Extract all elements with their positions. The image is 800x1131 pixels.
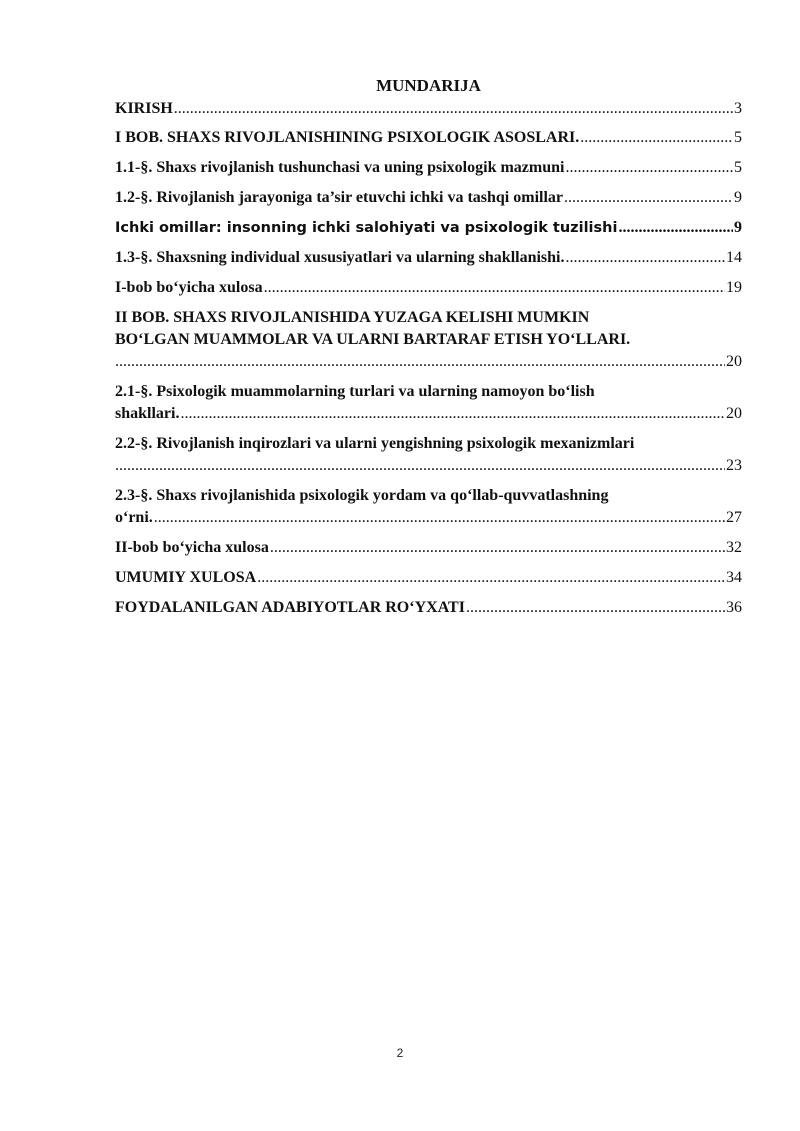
toc-entry-page: 9: [734, 219, 742, 236]
dot-leader: [580, 127, 733, 149]
toc-entry-title: KIRISH: [115, 100, 173, 117]
toc-entry-title: II-bob bo‘yicha xulosa: [115, 539, 269, 556]
toc-entry-title: 1.2-§. Rivojlanish jarayoniga ta’sir etuvchi ichki va tashqi omillar: [115, 189, 564, 206]
toc-entry-page: 14: [726, 249, 742, 266]
dot-leader: [270, 537, 725, 559]
toc-entry-section-1-1[interactable]: [115, 157, 742, 179]
toc-entry-chapter-2-conclusion[interactable]: [115, 537, 742, 559]
toc-entry-section-1-3[interactable]: [115, 247, 742, 269]
dot-leader: [566, 247, 726, 269]
toc-title: MUNDARIJA: [376, 76, 481, 95]
toc-entry-page: 34: [726, 569, 742, 586]
toc-entry-title: 1.3-§. Shaxsning individual xususiyatlari va ularning shakllanishi.: [115, 249, 565, 266]
toc-entry-title-line2: BO‘LGAN MUAMMOLAR VA ULARNI BARTARAF ETISH YO‘LLARI.: [115, 331, 631, 348]
toc-entry-page: 20: [726, 405, 742, 422]
toc-entry-page: 27: [726, 509, 742, 526]
toc-entry-chapter-1-conclusion[interactable]: [115, 277, 742, 299]
toc-entry-title-line1: 2.2-§. Rivojlanish inqirozlari va ularni yengishning psixologik mexanizmlari: [115, 435, 635, 452]
toc-entry-title: FOYDALANILGAN ADABIYOTLAR RO‘YXATI: [115, 599, 465, 616]
toc-entry-page: 32: [726, 539, 742, 556]
dot-leader: [257, 567, 725, 589]
toc-entry-title: Ichki omillar: insonning ichki salohiyati va psixologik tuzilishi: [115, 220, 618, 236]
dot-leader: [180, 403, 725, 425]
toc-entry-page: 5: [734, 159, 742, 176]
table-of-contents: [115, 76, 742, 627]
dot-leader: [115, 455, 725, 477]
toc-entry-title: 1.1-§. Shaxs rivojlanish tushunchasi va uning psixologik mazmuni: [115, 159, 565, 176]
toc-entry-section-2-1[interactable]: [115, 381, 742, 425]
toc-entry-title: I BOB. SHAXS RIVOJLANISHINING PSIXOLOGIK ASOSLARI.: [115, 129, 580, 146]
toc-entry-general-conclusion[interactable]: [115, 567, 742, 589]
toc-entry-page: 36: [726, 599, 742, 616]
toc-entry-title-line1: II BOB. SHAXS RIVOJLANISHIDA YUZAGA KELISHI MUMKIN: [115, 309, 590, 326]
toc-entry-chapter-2[interactable]: [115, 307, 742, 373]
toc-entry-page: 5: [734, 129, 742, 146]
toc-entry-title-line2: shakllari.: [115, 405, 180, 422]
toc-entry-ichki-omillar[interactable]: [115, 217, 742, 239]
dot-leader: [264, 277, 725, 299]
dot-leader: [618, 217, 733, 239]
dot-leader: [565, 157, 733, 179]
toc-entry-section-2-2[interactable]: [115, 433, 742, 477]
toc-entry-section-2-3[interactable]: [115, 485, 742, 529]
dot-leader: [466, 597, 725, 619]
toc-entry-page: 19: [726, 279, 742, 296]
toc-entry-title-line1: 2.1-§. Psixologik muammolarning turlari va ularning namoyon bo‘lish: [115, 383, 595, 400]
toc-entry-title-line1: 2.3-§. Shaxs rivojlanishida psixologik yordam va qo‘llab-quvvatlashning: [115, 487, 609, 504]
dot-leader: [154, 507, 725, 529]
dot-leader: [174, 98, 733, 120]
toc-entry-page: 9: [734, 189, 742, 206]
toc-entry-section-1-2[interactable]: [115, 187, 742, 209]
dot-leader: [564, 187, 733, 209]
toc-entry-bibliography[interactable]: [115, 597, 742, 619]
toc-entry-title-line2: o‘rni.: [115, 509, 153, 526]
dot-leader: [115, 351, 725, 373]
toc-entry-chapter-1[interactable]: [115, 127, 742, 149]
toc-entry-page: 20: [726, 353, 742, 370]
toc-entry-title: UMUMIY XULOSA: [115, 569, 257, 586]
page-number: 2: [396, 1046, 404, 1060]
toc-entry-page: 3: [734, 100, 742, 117]
toc-entry-title: I-bob bo‘yicha xulosa: [115, 279, 263, 296]
toc-entry-page: 23: [726, 457, 742, 474]
toc-entry-kirish[interactable]: [115, 98, 742, 120]
